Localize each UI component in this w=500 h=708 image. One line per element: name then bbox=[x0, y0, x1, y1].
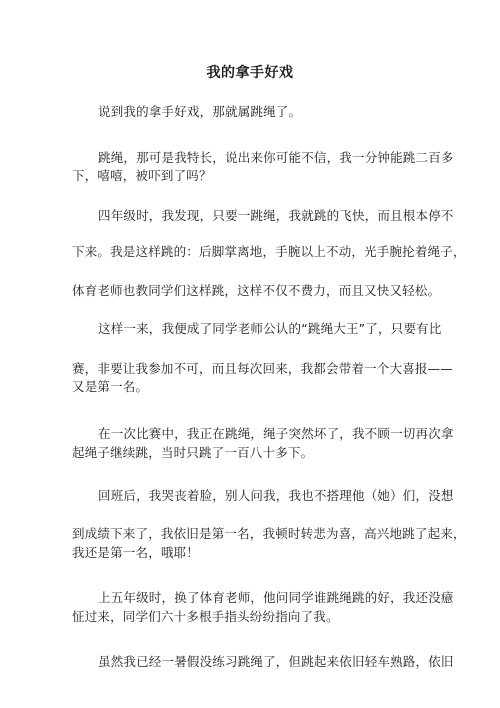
paragraph-line: 上五年级时，换了体育老师，他问同学谁跳绳跳的好，我还没癔 bbox=[98, 590, 454, 605]
paragraph-line: 在一次比赛中，我正在跳绳，绳子突然坏了，我不顾一切再次拿 bbox=[98, 426, 454, 441]
paragraph-line: 我还是第一名，哦耶！ bbox=[72, 545, 200, 560]
paragraph-line: 体育老师也教同学们这样跳，这样不仅不费力，而且又快又轻松。 bbox=[72, 283, 441, 298]
paragraph-line: 这样一来，我便成了同学老师公认的“跳绳大王”了，只要有比 bbox=[98, 321, 442, 336]
paragraph-line: 四年级时，我发现，只要一跳绳，我就跳的飞快，而且根本停不 bbox=[98, 208, 454, 223]
paragraph-line: 下，嘻嘻，被吓到了吗？ bbox=[72, 168, 212, 183]
paragraph-line: 跳绳，那可是我特长，说出来你可能不信，我一分钟能跳二百多 bbox=[98, 150, 454, 165]
paragraph-line: 起绳子继续跳，当时只跳了一百八十多下。 bbox=[72, 445, 314, 460]
paragraph-line: 下来。我是这样跳的：后脚掌离地，手腕以上不动，光手腕抡着绳子， bbox=[72, 244, 466, 259]
paragraph-line: 到成绩下来了，我依旧是第一名，我顿时转悲为喜，高兴地跳了起来， bbox=[72, 526, 466, 541]
paragraph-line: 回班后，我哭丧着脸，别人问我，我也不搭理他（她）们，没想 bbox=[98, 488, 454, 503]
paragraph-line: 说到我的拿手好戏，那就属跳绳了。 bbox=[98, 104, 302, 119]
paragraph-line: 赛，非要让我参加不可，而且每次回来，我都会带着一个大喜报—— bbox=[72, 361, 454, 376]
document-title: 我的拿手好戏 bbox=[206, 65, 294, 81]
paragraph-line: 又是第一名。 bbox=[72, 379, 149, 394]
paragraph-line: 怔过来，同学们六十多根手指头纷纷指向了我。 bbox=[72, 609, 339, 624]
paragraph-line: 虽然我已经一暑假没练习跳绳了，但跳起来依旧轻车熟路，依旧 bbox=[98, 654, 454, 669]
